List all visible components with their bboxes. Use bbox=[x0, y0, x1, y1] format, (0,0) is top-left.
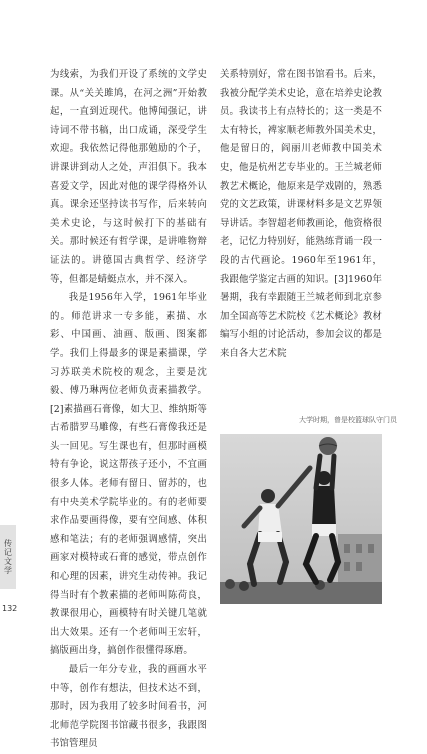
section-tab-label: 传记文学 bbox=[3, 539, 13, 575]
paragraph: 最后一年分专业，我的画画水平中等，创作有想法，但技术达不到，那时，因为我用了较多时间看书，河北师范学院图书馆藏书很多，我跟图书馆管理员 bbox=[50, 664, 207, 750]
basketball-photo-illustration bbox=[220, 434, 382, 604]
paragraph: 为线索，为我们开设了系统的文学史课。从“关关雎鸠，在河之洲”开始教起，一直到近现代。他博闻强记，讲诗词不带书稿，出口成诵，深受学生欢迎。我依然记得他那勉励的个子，讲课讲到动人之处，声泪俱下。我本喜爱文学，因此对他的课学得格外认真。课余还坚持读书写作，后来转向美术史论，与这时候打下的基础有关。那时候还有哲学课，是讲唯物辩证法的。讲德国古典哲学、经济学等，但都是蜻蜓点水，并不深入。 bbox=[50, 69, 207, 285]
section-tab bbox=[0, 525, 16, 589]
right-text-column bbox=[220, 66, 382, 364]
basketball-photo bbox=[220, 434, 382, 604]
paragraph: 我是1956年入学，1961年毕业的。师范讲求一专多能，素描、水彩、中国画、油画、版画、图案都学。我们上得最多的课是素描课，学习苏联美术院校的观念，主要是沈毅、傅乃琳两位老师负责素描教学。[2]素描画石膏像，如大卫、维纳斯等古希腊罗马雕像，有些石膏像我还是头一回见。写生课也有，但那时画模特有争论，说这帮孩子还小，不宜画很多人体。老师有留日、留苏的，也有中央美术学院毕业的。有的老师要求作品要画得像，要有空间感、体积感和笔法；有的老师强调感情，突出画家对模特或石膏的感觉，带点创作和心理的因素，讲究生动传神。我记得当时有个教素描的老师叫陈荷良，教课很用心，画模特有时关键几笔就出大效果。还有一个老师叫王宏轩，搞版画出身，搞创作很懂得琢磨。 bbox=[50, 292, 207, 657]
paragraph: 关系特别好，常在图书馆看书。后来，我被分配学美术史论，意在培养史论教员。我读书上有点特长的；这一类是不太有特长，裨家顺老师教外国美术史，他是留日的，阎丽川老师教中国美术史，他是杭州艺专毕业的。王兰城老师教艺术概论，他原来是学戏剧的，熟悉党的文艺政策，讲课材料多是文艺界领导讲话。李智超老师教画论，他资格很老，记忆力特别好，能熟练背诵一段一段的古代画论。1960年至1961年，我跟他学鉴定古画的知识。[3]1960年暑期，我有幸跟随王兰城老师到北京参加全国高等艺术院校《艺术概论》教材编写小组的讨论活动，参加会议的都是来自各大艺术院 bbox=[220, 69, 383, 359]
left-text-column bbox=[50, 66, 207, 754]
page-number: 132 bbox=[2, 604, 18, 613]
photo-caption: 大学时期，曾是校篮球队守门员 bbox=[299, 416, 397, 424]
